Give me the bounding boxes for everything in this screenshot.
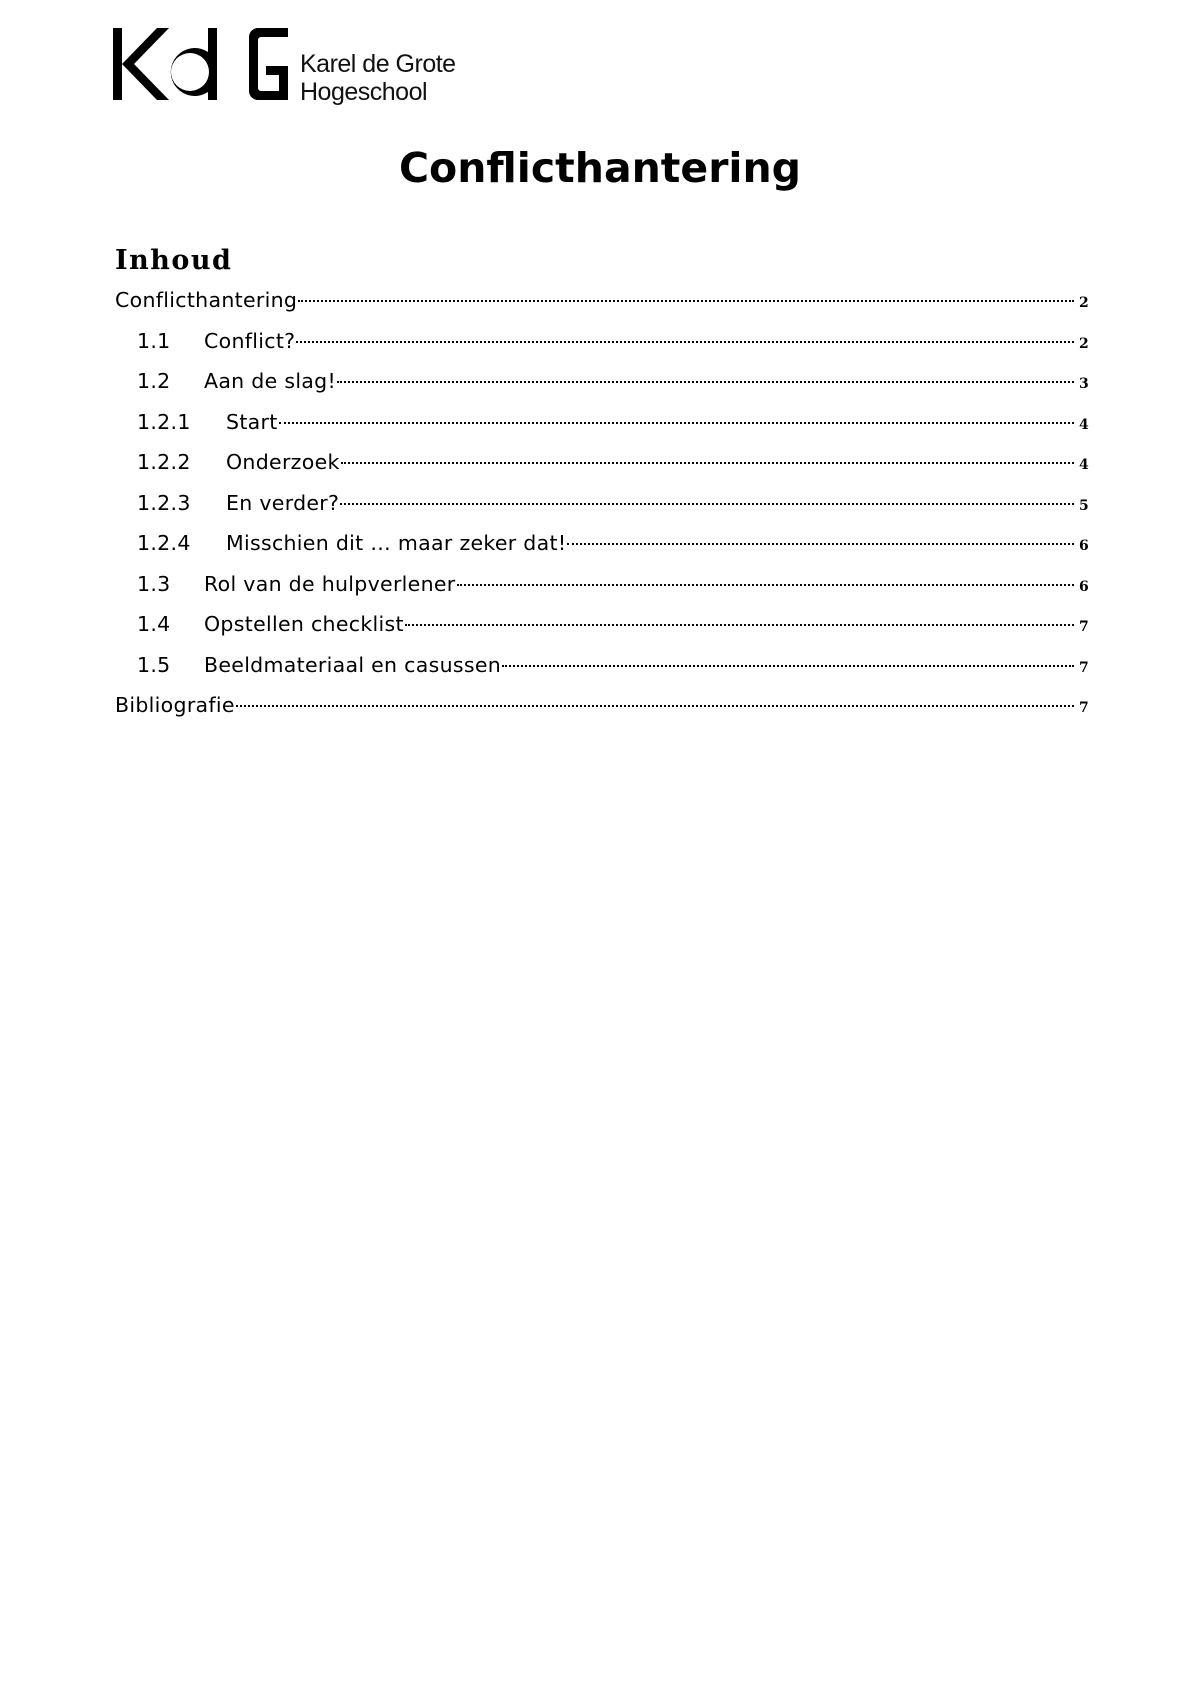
toc-entry-number: 1.5 [137, 652, 171, 677]
toc-entry[interactable] [115, 685, 1089, 726]
toc-entry-number: 1.2.1 [137, 409, 191, 434]
toc-entry[interactable] [115, 564, 1089, 605]
toc-heading: Inhoud [115, 245, 233, 276]
table-of-contents [115, 280, 1089, 726]
toc-entry[interactable] [115, 442, 1089, 483]
toc-entry-page: 2 [1078, 335, 1089, 352]
toc-entry-number: 1.2.4 [137, 531, 191, 555]
toc-entry[interactable] [115, 604, 1089, 645]
toc-dot-leader [337, 381, 1074, 383]
toc-entry-page: 7 [1078, 700, 1089, 716]
toc-entry-number: 1.2.2 [137, 450, 191, 474]
toc-entry-number: 1.2.3 [137, 490, 191, 515]
toc-entry-page: 2 [1078, 295, 1089, 311]
toc-dot-leader [236, 705, 1074, 707]
toc-entry-page: 3 [1078, 376, 1089, 392]
toc-entry-number: 1.1 [137, 328, 171, 353]
toc-entry-number: 1.3 [137, 571, 171, 596]
toc-entry[interactable] [115, 645, 1089, 686]
toc-entry-page: 4 [1078, 457, 1089, 473]
logo-line-2: Hogeschool [300, 78, 428, 106]
toc-entry[interactable] [115, 321, 1089, 362]
toc-entry[interactable] [115, 402, 1089, 443]
toc-entry-label: Rol van de hulpverlener [204, 571, 456, 596]
toc-dot-leader [296, 341, 1074, 343]
toc-dot-leader [340, 503, 1074, 505]
kdg-logo [113, 26, 493, 106]
logo-line-1: Karel de Grote [300, 50, 456, 78]
toc-entry-label: Conflicthantering [115, 288, 298, 312]
toc-entry-page: 5 [1078, 497, 1089, 514]
toc-entry-number: 1.4 [137, 612, 171, 636]
toc-entry-label: Misschien dit … maar zeker dat! [226, 531, 567, 555]
toc-dot-leader [567, 543, 1074, 545]
toc-entry[interactable] [115, 280, 1089, 321]
toc-dot-leader [502, 665, 1074, 667]
logo-wordmark [300, 50, 456, 106]
toc-entry-page: 4 [1078, 416, 1089, 433]
toc-entry-page: 7 [1078, 619, 1089, 635]
toc-entry-label: Start [226, 409, 278, 434]
kdg-logo-mark [113, 26, 293, 106]
toc-entry-label: En verder? [226, 490, 340, 515]
toc-entry-label: Conflict? [204, 328, 296, 353]
toc-entry[interactable] [115, 361, 1089, 402]
toc-entry[interactable] [115, 523, 1089, 564]
toc-dot-leader [341, 462, 1074, 464]
toc-dot-leader [279, 422, 1074, 424]
toc-entry-page: 6 [1078, 538, 1089, 554]
toc-dot-leader [457, 584, 1074, 586]
toc-entry-label: Beeldmateriaal en casussen [204, 652, 502, 677]
toc-entry-label: Opstellen checklist [204, 612, 404, 636]
document-title: Conflicthantering [398, 144, 802, 192]
toc-entry-label: Bibliografie [115, 693, 235, 717]
toc-dot-leader [298, 300, 1074, 302]
toc-entry-label: Onderzoek [226, 450, 340, 474]
toc-entry-page: 6 [1078, 578, 1089, 595]
toc-entry-page: 7 [1078, 659, 1089, 676]
toc-dot-leader [405, 624, 1074, 626]
toc-entry-label: Aan de slag! [204, 369, 337, 393]
toc-entry-number: 1.2 [137, 369, 171, 393]
toc-entry[interactable] [115, 483, 1089, 524]
